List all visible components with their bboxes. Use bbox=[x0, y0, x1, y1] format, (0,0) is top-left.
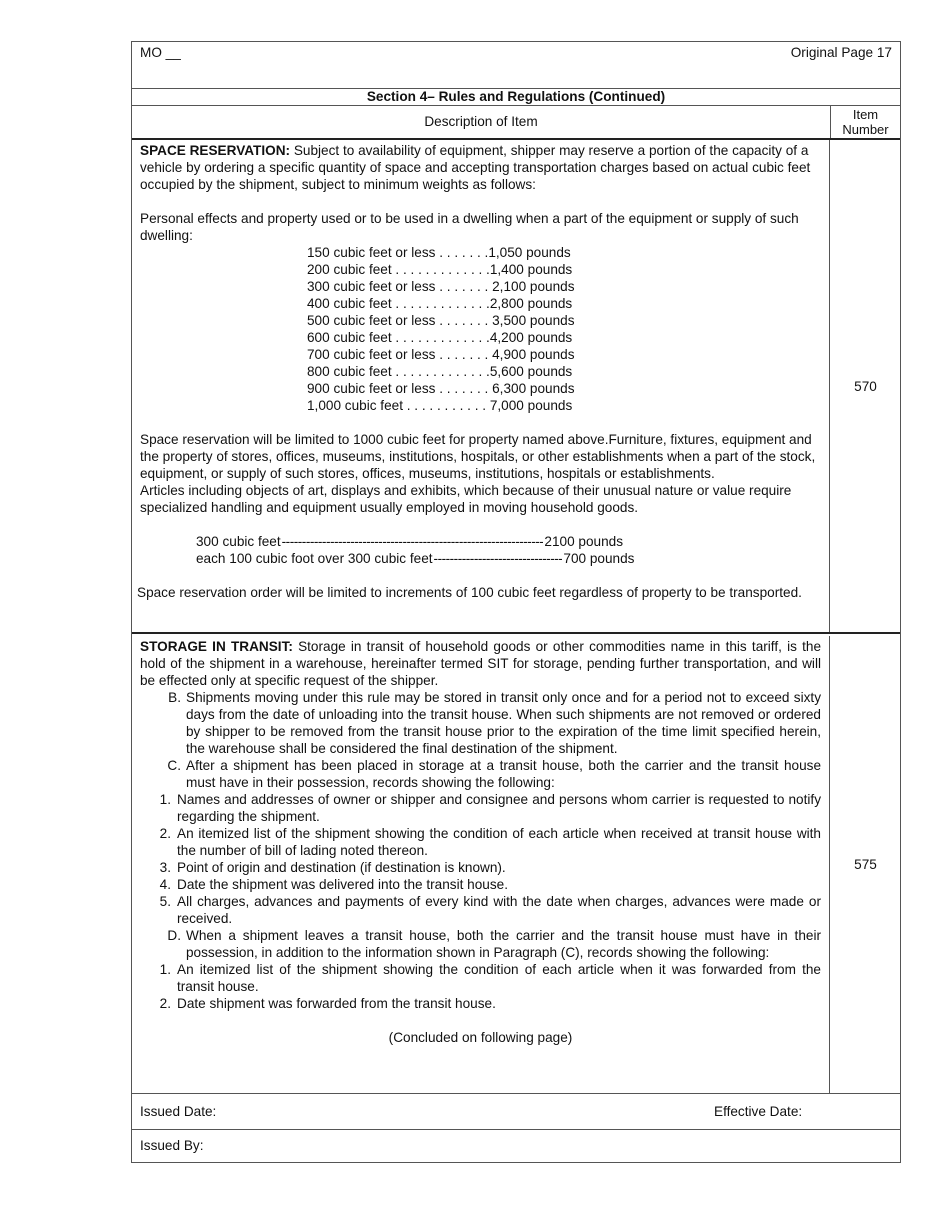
list-item bbox=[140, 825, 821, 859]
description-column-header: Description of Item bbox=[132, 106, 831, 138]
storage-heading: STORAGE IN TRANSIT: bbox=[140, 639, 293, 654]
list-item bbox=[140, 791, 821, 825]
list-text: When a shipment leaves a transit house, both the carrier and the transit house must have in their possession, in addition to the information shown in Paragraph (C), records showing the following: bbox=[186, 928, 821, 960]
rate-value: 2100 pounds bbox=[544, 534, 624, 549]
concluded-note: (Concluded on following page) bbox=[388, 1030, 573, 1045]
rate-row bbox=[196, 533, 821, 550]
list-item bbox=[140, 995, 821, 1012]
list-marker: 5. bbox=[159, 894, 171, 909]
page-header bbox=[132, 42, 900, 89]
list-text: Date shipment was forwarded from the transit house. bbox=[177, 996, 496, 1011]
list-marker: 4. bbox=[159, 877, 171, 892]
tariff-page bbox=[131, 41, 901, 1163]
list-item bbox=[140, 859, 821, 876]
personal-effects-text: Personal effects and property used or to be used in a dwelling when a part of the equipment or supply of such dwelling: bbox=[140, 211, 799, 243]
list-text: All charges, advances and payments of every kind with the date when charges, advances were made or received. bbox=[177, 894, 821, 926]
section-title: Section 4– Rules and Regulations (Continued) bbox=[132, 89, 900, 106]
weight-table-row: 300 cubic feet or less . . . . . . . 2,100 pounds bbox=[307, 279, 575, 294]
minimum-weight-table bbox=[307, 244, 821, 414]
list-text: Date the shipment was delivered into the transit house. bbox=[177, 877, 508, 892]
storage-requirements-list bbox=[140, 689, 821, 1012]
page-number: Original Page 17 bbox=[790, 45, 892, 60]
list-item bbox=[140, 876, 821, 893]
footer-dates bbox=[132, 1095, 900, 1130]
storage-intro: STORAGE IN TRANSIT: Storage in transit of household goods or other commodities name in this tariff, is the hold of the shipment in a warehouse, hereinafter termed SIT for storage, pending further transportation, and will be effected only at specific request of the shipper. bbox=[140, 639, 821, 688]
articles-rate-table bbox=[196, 533, 821, 567]
space-reservation-heading: SPACE RESERVATION: bbox=[140, 143, 291, 158]
rate-dashes: -------------------------------- bbox=[433, 551, 563, 566]
rate-dashes: ----------------------------------------------------------------- bbox=[281, 534, 544, 549]
list-marker: 2. bbox=[159, 996, 171, 1011]
rate-value: 700 pounds bbox=[563, 551, 635, 566]
item-row-storage-in-transit bbox=[132, 636, 900, 1094]
list-text: An itemized list of the shipment showing the condition of each article when it was forwarded from the transit house. bbox=[177, 962, 821, 994]
issued-date-label: Issued Date: bbox=[140, 1104, 217, 1119]
item-number: 570 bbox=[854, 378, 877, 394]
list-text: Point of origin and destination (if destination is known). bbox=[177, 860, 506, 875]
weight-table-row: 700 cubic feet or less . . . . . . . 4,900 pounds bbox=[307, 347, 575, 362]
list-marker: 1. bbox=[159, 792, 171, 807]
effective-date-label: Effective Date: bbox=[714, 1104, 803, 1119]
list-item bbox=[140, 961, 821, 995]
rate-label: 300 cubic feet bbox=[196, 534, 281, 549]
item-number-column-header: Item Number bbox=[842, 107, 889, 137]
weight-table-row: 400 cubic feet . . . . . . . . . . . . .2,800 pounds bbox=[307, 296, 573, 311]
column-header-row bbox=[132, 106, 900, 140]
list-item bbox=[140, 757, 821, 791]
list-marker: C. bbox=[167, 758, 181, 773]
list-text: Shipments moving under this rule may be stored in transit only once and for a period not to exceed sixty days from the date of unloading into the transit house. When such shipments are not removed or ordered by shipper to be removed from the transit house prior to the expiration of the time limit specified herein, the warehouse shall be considered the final destination of the shipment. bbox=[186, 690, 821, 756]
list-marker: D. bbox=[167, 928, 181, 943]
weight-table-row: 600 cubic feet . . . . . . . . . . . . .4,200 pounds bbox=[307, 330, 573, 345]
order-note: Space reservation order will be limited to increments of 100 cubic feet regardless of property to be transported. bbox=[137, 585, 802, 600]
weight-table-row: 900 cubic feet or less . . . . . . . 6,300 pounds bbox=[307, 381, 575, 396]
list-marker: 3. bbox=[159, 860, 171, 875]
list-text: Names and addresses of owner or shipper and consignee and persons whom carrier is requested to notify regarding the shipment. bbox=[177, 792, 821, 824]
list-item bbox=[140, 689, 821, 757]
item-description bbox=[132, 636, 830, 1093]
weight-table-row: 800 cubic feet . . . . . . . . . . . . .5,600 pounds bbox=[307, 364, 573, 379]
weight-table-row: 200 cubic feet . . . . . . . . . . . . .1,400 pounds bbox=[307, 262, 573, 277]
rate-row bbox=[196, 550, 821, 567]
item-number: 575 bbox=[854, 857, 877, 872]
item-description bbox=[132, 140, 830, 632]
rate-label: each 100 cubic foot over 300 cubic feet bbox=[196, 551, 433, 566]
footer-issuer bbox=[132, 1130, 900, 1163]
list-item bbox=[140, 927, 821, 961]
space-reservation-intro: SPACE RESERVATION: Subject to availability of equipment, shipper may reserve a portion of the capacity of a vehicle by ordering a specific quantity of space and accepting transportation charges based on actual cubic feet occupied by the shipment, subject to minimum weights as follows: bbox=[140, 143, 811, 192]
list-text: An itemized list of the shipment showing the condition of each article when received at transit house with the number of bill of lading noted thereon. bbox=[177, 826, 821, 858]
weight-table-row: 1,000 cubic feet . . . . . . . . . . . 7,000 pounds bbox=[307, 398, 573, 413]
list-marker: 2. bbox=[159, 826, 171, 841]
list-item bbox=[140, 893, 821, 927]
issued-by-label: Issued By: bbox=[140, 1138, 204, 1153]
item-row-space-reservation bbox=[132, 140, 900, 634]
articles-text: Articles including objects of art, displays and exhibits, which because of their unusual nature or value require specialized handling and equipment usually employed in moving household goods. bbox=[140, 483, 792, 515]
list-marker: B. bbox=[168, 690, 181, 705]
weight-table-row: 500 cubic feet or less . . . . . . . 3,500 pounds bbox=[307, 313, 575, 328]
tariff-code: MO __ bbox=[140, 45, 181, 60]
list-text: After a shipment has been placed in storage at a transit house, both the carrier and the transit house must have in their possession, records showing the following: bbox=[186, 758, 821, 790]
limit-text: Space reservation will be limited to 1000 cubic feet for property named above.Furniture, fixtures, equipment and the property of stores, offices, museums, institutions, hospitals, or other establishments when a part of the stock, equipment, or supply of such stores, offices, museums, institutions, hospitals or establishments. bbox=[140, 432, 816, 481]
list-marker: 1. bbox=[159, 962, 171, 977]
weight-table-row: 150 cubic feet or less . . . . . . .1,050 pounds bbox=[307, 245, 571, 260]
